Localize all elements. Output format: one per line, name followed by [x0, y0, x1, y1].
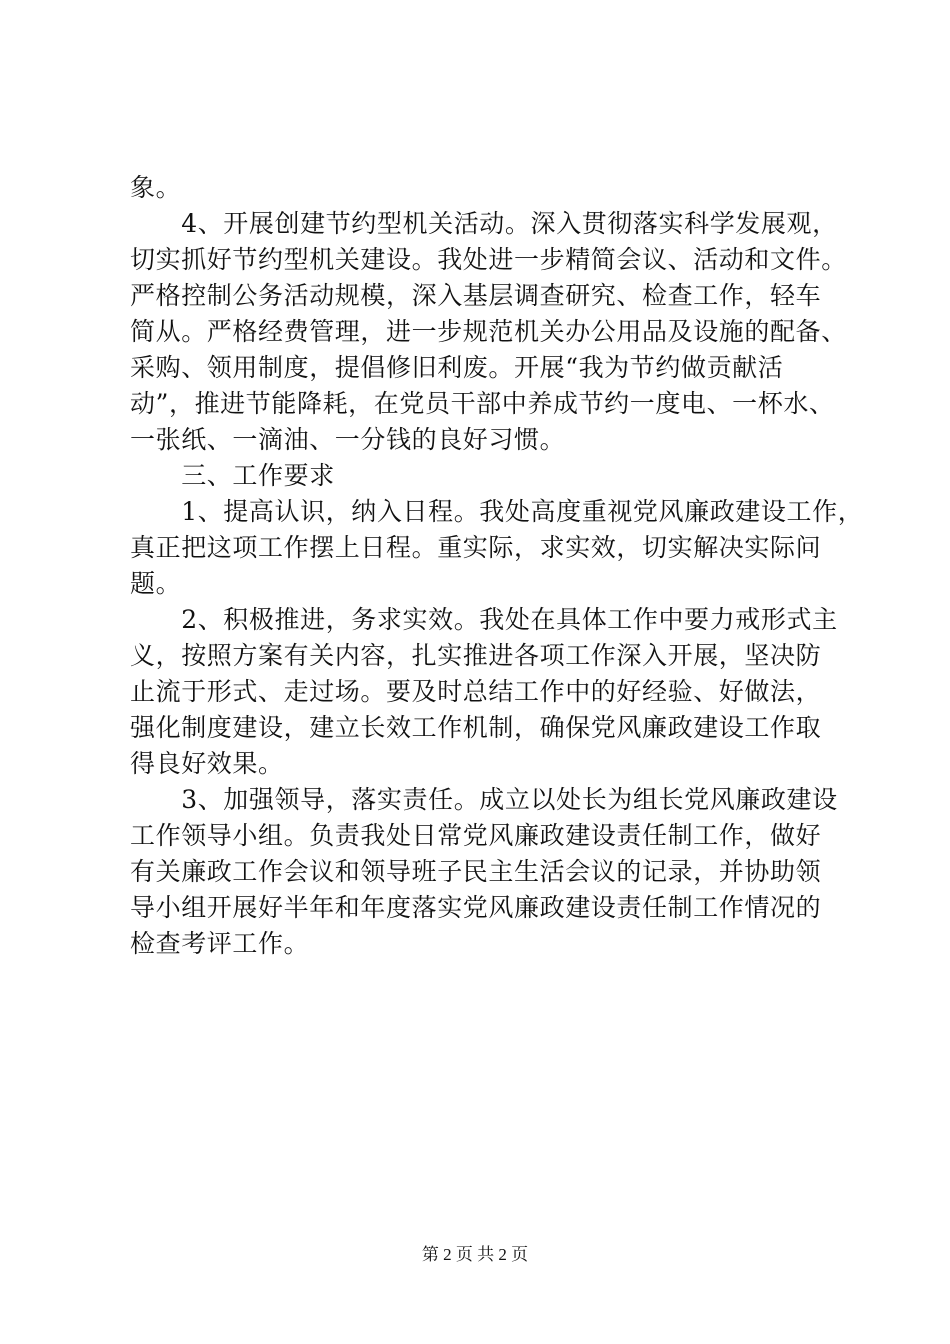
- text-line: 工作领导小组。负责我处日常党风廉政建设责任制工作，做好: [130, 821, 822, 850]
- text-line: 强化制度建设，建立长效工作机制，确保党风廉政建设工作取: [130, 713, 822, 742]
- text-line: 1、提高认识，纳入日程。我处高度重视党风廉政建设工作，: [130, 497, 864, 526]
- text-line: 3、加强领导，落实责任。成立以处长为组长党风廉政建设: [130, 785, 838, 814]
- text-line: 导小组开展好半年和年度落实党风廉政建设责任制工作情况的: [130, 893, 822, 922]
- text-line: 止流于形式、走过场。要及时总结工作中的好经验、好做法，: [130, 677, 822, 706]
- text-line: 切实抓好节约型机关建设。我处进一步精简会议、活动和文件。: [130, 245, 847, 274]
- text-line: 采购、领用制度，提倡修旧利废。开展“我为节约做贡献活: [130, 353, 784, 382]
- text-line: 象。: [130, 173, 182, 202]
- text-line: 题。: [130, 569, 182, 598]
- text-line: 动”，推进节能降耗，在党员干部中养成节约一度电、一杯水、: [130, 389, 835, 418]
- text-line: 检查考评工作。: [130, 929, 310, 958]
- section-heading: 三、工作要求: [130, 461, 335, 490]
- text-line: 严格控制公务活动规模，深入基层调查研究、检查工作，轻车: [130, 281, 822, 310]
- page-footer: [0, 1243, 950, 1267]
- text-line: 有关廉政工作会议和领导班子民主生活会议的记录，并协助领: [130, 857, 822, 886]
- text-line: 得良好效果。: [130, 749, 284, 778]
- text-line: 义，按照方案有关内容，扎实推进各项工作深入开展，坚决防: [130, 641, 822, 670]
- page-number: 第 2 页 共 2 页: [421, 1245, 529, 1264]
- body-text: [130, 170, 864, 962]
- text-line: 简从。严格经费管理，进一步规范机关办公用品及设施的配备、: [130, 317, 847, 346]
- text-line: 一张纸、一滴油、一分钱的良好习惯。: [130, 425, 566, 454]
- text-line: 真正把这项工作摆上日程。重实际，求实效，切实解决实际问: [130, 533, 822, 562]
- text-line: 4、开展创建节约型机关活动。深入贯彻落实科学发展观，: [130, 209, 838, 238]
- text-line: 2、积极推进，务求实效。我处在具体工作中要力戒形式主: [130, 605, 838, 634]
